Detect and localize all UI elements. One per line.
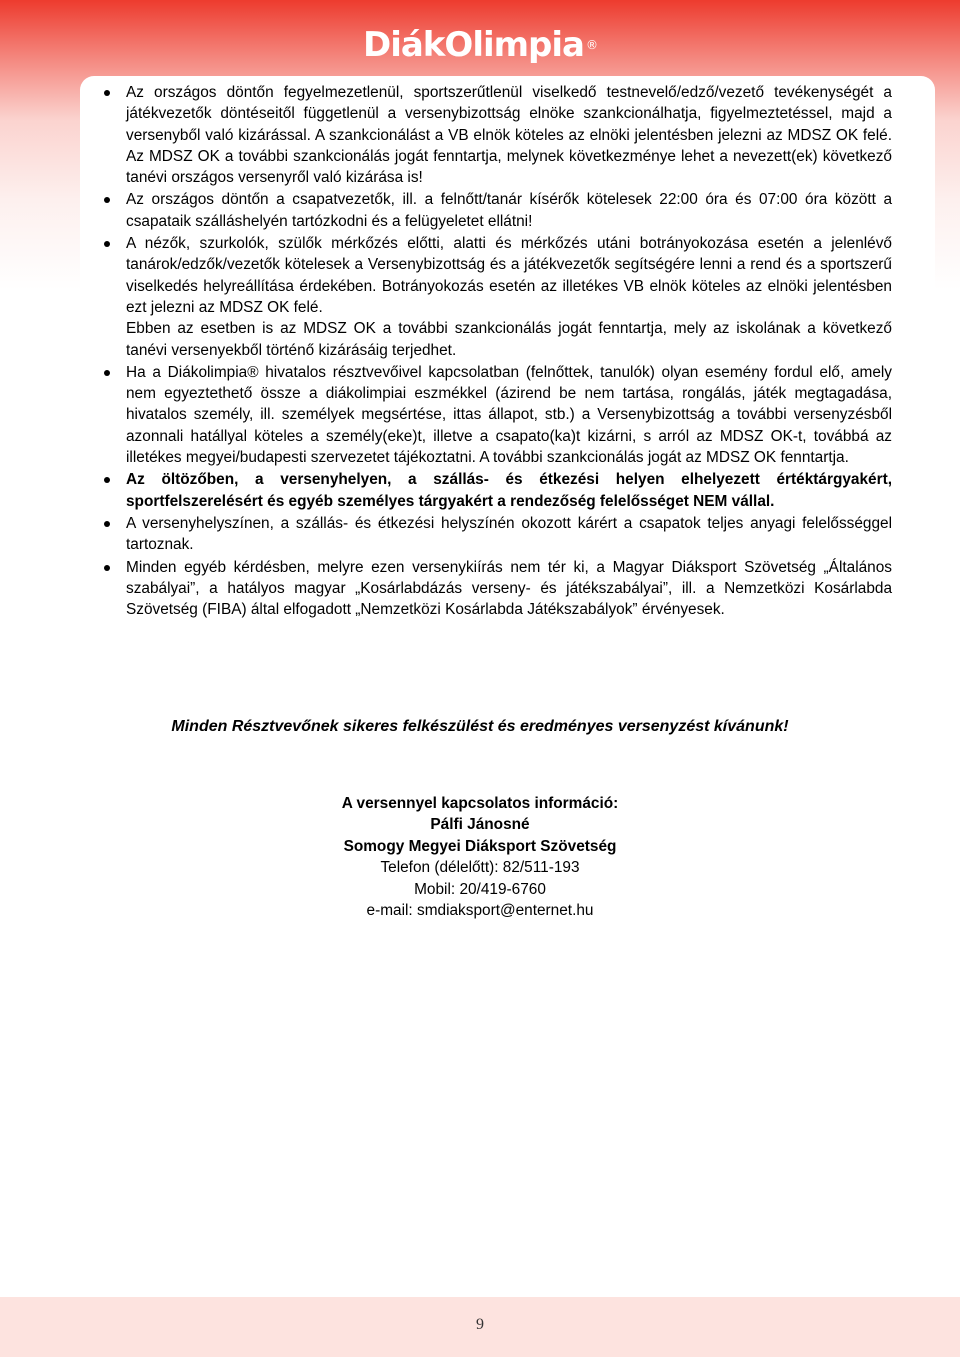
rules-list [100, 82, 892, 620]
rule-text: Ha a Diákolimpia® hivatalos résztvevőivel kapcsolatban (felnőttek, tanulók) olyan esemény fordul elő, amely nem egyeztethető össze a diákolimpiai eszmékkel (ázirend be nem tartása, rongálás, játék megtagadása, hivatalos személy, ill. személyek megsértése, ittas állapot, stb.) a Versenybizottság a további versenyzésből azonnali hatállyal köteles a személy(eke)t, illetve a csapato(ka)t kizárni, s arról az MDSZ OK-t, továbbá az illetékes megyei/budapesti szervezetet tájékoztatni. A további szankcionálás jogát az MDSZ OK fenntartja. [126, 363, 892, 467]
bullet-icon [104, 197, 110, 203]
page-number: 9 [476, 1316, 484, 1333]
list-item [100, 189, 892, 232]
diakolimpia-logo [0, 20, 960, 70]
registered-mark: ® [586, 38, 597, 52]
rule-text: Minden egyéb kérdésben, melyre ezen versenykiírás nem tér ki, a Magyar Diáksport Szövetség „Általános szabályai”, a hatályos magyar „Kosárlabdázás verseny- és játékszabályai”, ill. a Nemzetközi Kosárlabda Szövetség (FIBA) által elfogadott „Nemzetközi Kosárlabda Játékszabályok” érvényesek. [126, 558, 892, 619]
email-address: smdiaksport@enternet.hu [417, 902, 594, 920]
rule-text: Az országos döntőn a csapatvezetők, ill. a felnőtt/tanár kísérők kötelesek 22:00 óra és 07:00 óra között a csapataik szálláshelyén tartózkodni és a felügyeletet ellátni! [126, 191, 892, 230]
rule-text: A versenyhelyszínen, a szállás- és étkezési helyszínén okozott kárért a csapatok teljes anyagi felelősséggel tartoznak. [126, 514, 892, 554]
list-item [100, 82, 892, 188]
list-item [100, 362, 892, 468]
bullet-icon [104, 565, 110, 571]
email-label: e-mail: [366, 902, 417, 920]
bullet-icon [104, 241, 110, 247]
rule-text: Az országos döntőn fegyelmezetlenül, sportszerűtlenül viselkedő testnevelő/edző/vezető tevékenységét a játékvezetők döntéseitől függetlenül a versenybizottság elnöke szankcionálhatja, figyelmeztetéssel, majd a versenyből való kizárással. A szankcionálást a VB elnök köteles az elnöki jelentésben jelezni az MDSZ OK felé. Az MDSZ OK a további szankcionálás jogát fenntartja, melynek következménye lehet a nevezett(ek) következő tanévi országos versenyről való kizárása is! [126, 84, 892, 187]
bullet-icon [104, 90, 110, 96]
contact-mobile: Mobil: 20/419-6760 [414, 880, 546, 898]
contact-heading: A versennyel kapcsolatos információ: [341, 795, 619, 812]
list-item [100, 469, 892, 512]
bullet-icon [104, 370, 110, 376]
closing-wish: Minden Résztvevőnek sikeres felkészülést és eredményes versenyzést kívánunk! [171, 718, 789, 735]
contact-name: Pálfi Jánosné [430, 816, 530, 834]
list-item [100, 557, 892, 621]
logo-text: DiákOlimpia [362, 25, 584, 65]
contact-block [0, 793, 960, 921]
rule-text-bold: Az öltözőben, a versenyhelyen, a szállás- és étkezési helyen elhelyezett értéktárgyakért, sportfelszerelésért és egyéb személyes tárgyakért a rendezőség felelősséget NEM vállal. [126, 471, 892, 510]
contact-phone: Telefon (délelőtt): 82/511-193 [380, 859, 580, 877]
list-item [100, 513, 892, 556]
bullet-icon [104, 477, 110, 483]
rule-text: Ebben az esetben is az MDSZ OK a további szankcionálás jogát fenntartja, mely az iskolának a következő tanévi versenyekből történő kizárásáig terjedhet. [126, 320, 892, 359]
contact-email-line [0, 900, 960, 921]
rule-text: A nézők, szurkolók, szülők mérkőzés előtti, alatti és mérkőzés utáni botrányokozása esetén a jelenlévő tanárok/edzők/vezetők kötelesek a Versenybizottság és a játékvezetők segítségére lenni a rend és a sportszerű viselkedés helyreállítása érdekében. Botrányokozás esetén az illetékes VB elnök köteles az elnöki jelentésben ezt jelezni az MDSZ OK felé. [126, 235, 892, 316]
list-item [100, 233, 892, 361]
contact-organization: Somogy Megyei Diáksport Szövetség [343, 837, 617, 855]
document-body [100, 82, 892, 621]
bullet-icon [104, 521, 110, 527]
